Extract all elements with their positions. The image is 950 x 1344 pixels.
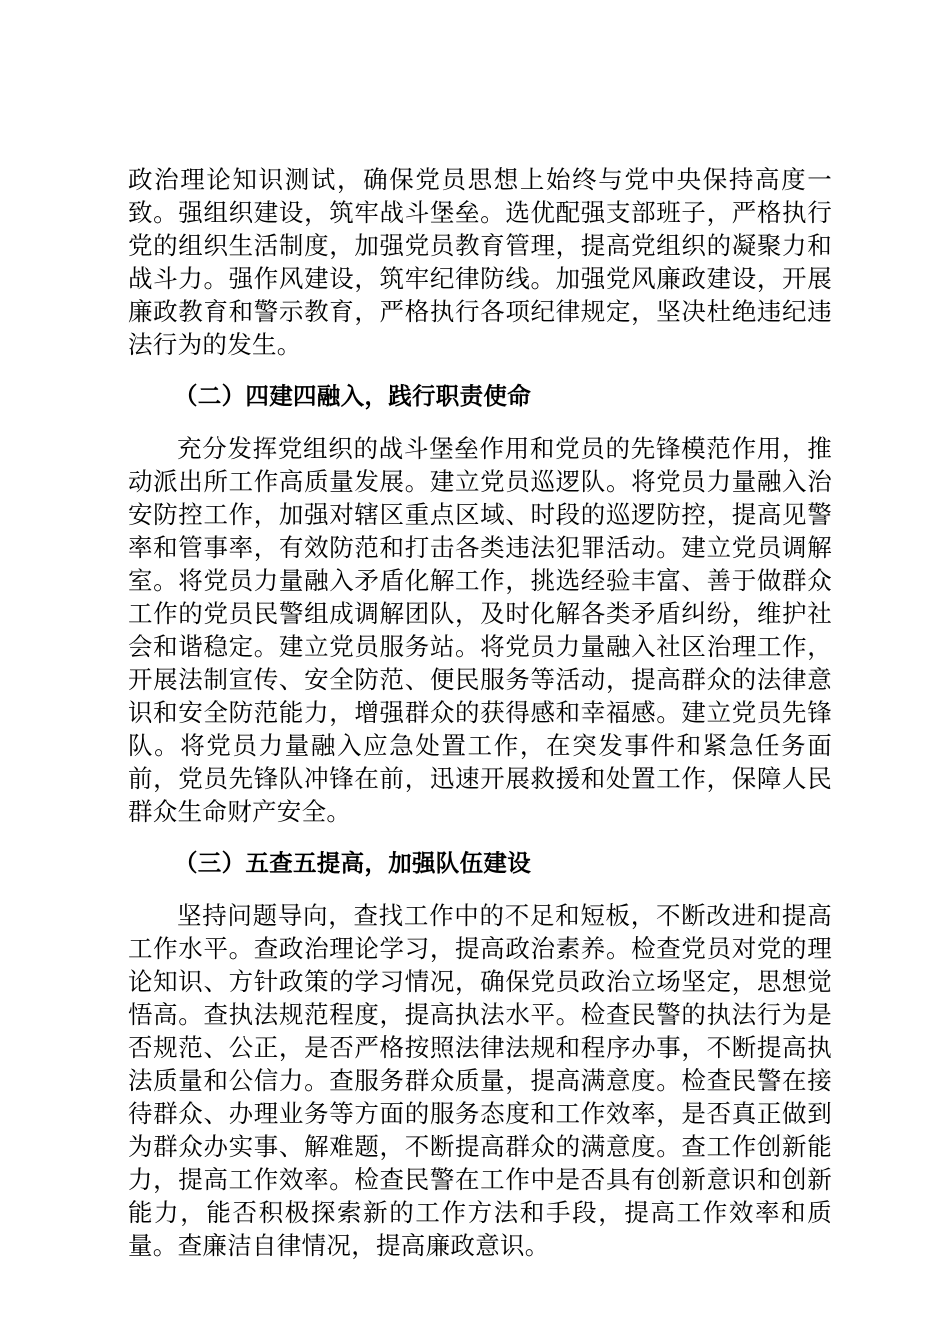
- section-heading-3: （三）五查五提高，加强队伍建设: [174, 849, 531, 877]
- paragraph-section-3: 坚持问题导向，查找工作中的不足和短板，不断改进和提高工作水平。查政治理论学习，提高政治素养。检查党员对党的理论知识、方针政策的学习情况，确保党员政治立场坚定，思想觉悟高。查执法规范程度，提高执法水平。检查民警的执法行为是否规范、公正，是否严格按照法律法规和程序办事，不断提高执法质量和公信力。查服务群众质量，提高满意度。检查民警在接待群众、办理业务等方面的服务态度和工作效率，是否真正做到为群众办实事、解难题，不断提高群众的满意度。查工作创新能力，提高工作效率。检查民警在工作中是否具有创新意识和创新能力，能否积极探索新的工作方法和手段，提高工作效率和质量。查廉洁自律情况，提高廉政意识。: [128, 901, 832, 1260]
- paragraph-section-2: 充分发挥党组织的战斗堡垒作用和党员的先锋模范作用，推动派出所工作高质量发展。建立党员巡逻队。将党员力量融入治安防控工作，加强对辖区重点区域、时段的巡逻防控，提高见警率和管事率，有效防范和打击各类违法犯罪活动。建立党员调解室。将党员力量融入矛盾化解工作，挑选经验丰富、善于做群众工作的党员民警组成调解团队，及时化解各类矛盾纠纷，维护社会和谐稳定。建立党员服务站。将党员力量融入社区治理工作，开展法制宣传、安全防范、便民服务等活动，提高群众的法律意识和安全防范能力，增强群众的获得感和幸福感。建立党员先锋队。将党员力量融入应急处置工作，在突发事件和紧急任务面前，党员先锋队冲锋在前，迅速开展救援和处置工作，保障人民群众生命财产安全。: [128, 434, 832, 826]
- section-heading-2: （二）四建四融入，践行职责使命: [174, 382, 531, 410]
- paragraph-continuation: 政治理论知识测试，确保党员思想上始终与党中央保持高度一致。强组织建设，筑牢战斗堡垒。选优配强支部班子，严格执行党的组织生活制度，加强党员教育管理，提高党组织的凝聚力和战斗力。强作风建设，筑牢纪律防线。加强党风廉政建设，开展廉政教育和警示教育，严格执行各项纪律规定，坚决杜绝违纪违法行为的发生。: [128, 165, 832, 359]
- spacer: [128, 413, 832, 432]
- document-body: [128, 163, 832, 1262]
- spacer: [128, 361, 832, 380]
- spacer: [128, 880, 832, 899]
- spacer: [128, 828, 832, 847]
